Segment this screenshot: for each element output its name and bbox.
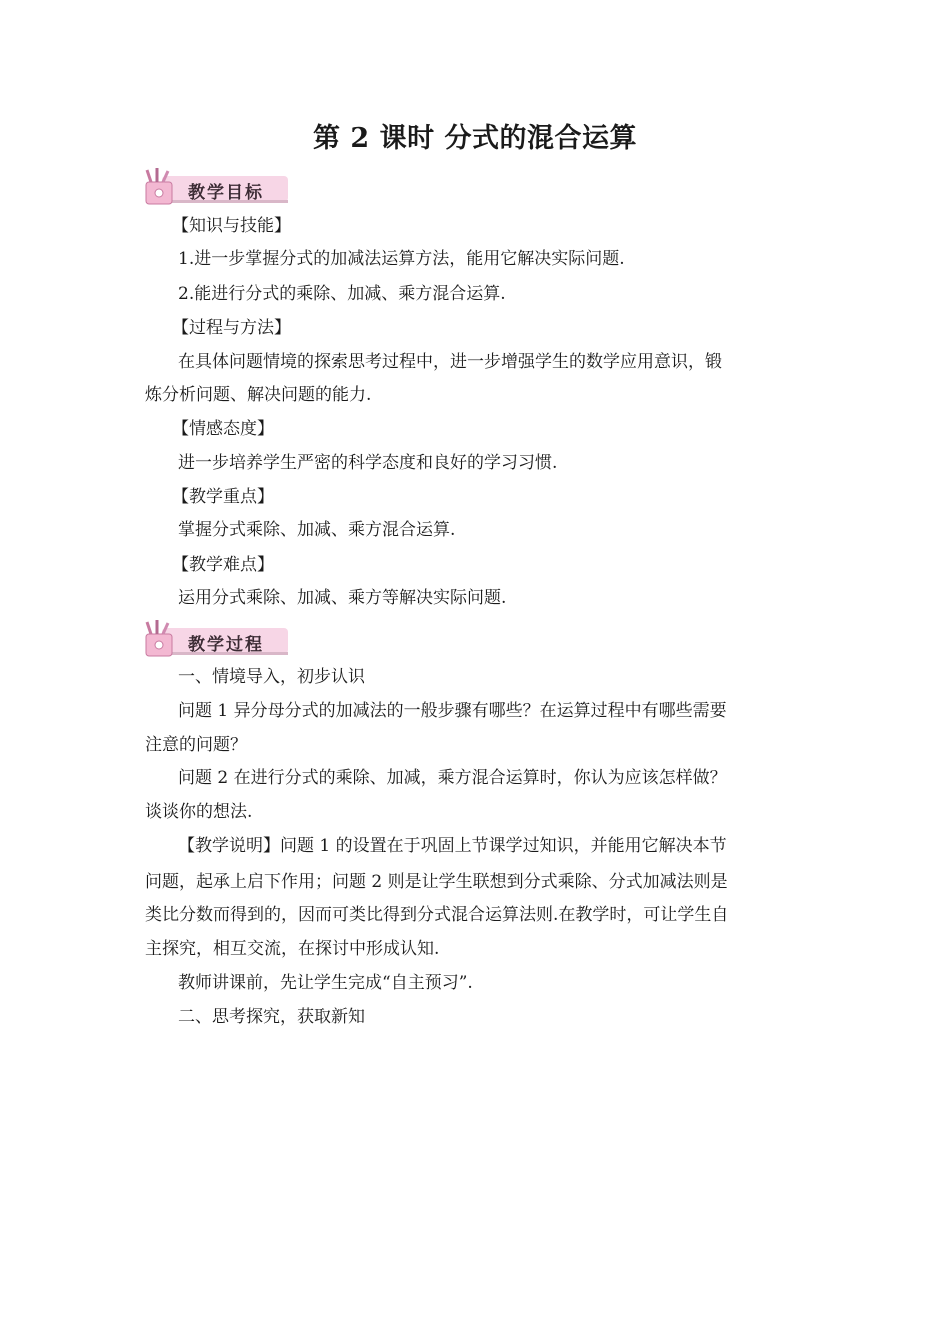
text-line: 1.进一步掌握分式的加减法运算方法，能用它解决实际问题. (178, 249, 625, 269)
heading-knowledge-skills: 【知识与技能】 (172, 216, 291, 236)
text-line: 问题 2 在进行分式的乘除、加减，乘方混合运算时，你认为应该怎样做？ (178, 768, 727, 788)
text-line: 2.能进行分式的乘除、加减、乘方混合运算. (178, 284, 506, 304)
subheading-intro: 一、情境导入，初步认识 (178, 667, 365, 687)
text-line: 运用分式乘除、加减、乘方等解决实际问题. (178, 588, 507, 608)
text-line: 问题，起承上启下作用；问题 2 则是让学生联想到分式乘除、分式加减法则是 (145, 872, 728, 892)
text-line: 【教学说明】问题 1 的设置在于巩固上节课学过知识，并能用它解决本节 (178, 836, 727, 856)
heading-process-method: 【过程与方法】 (172, 318, 291, 338)
section-title-process: 教学过程 (188, 635, 264, 655)
heading-emotion-attitude: 【情感态度】 (172, 419, 274, 439)
text-line: 主探究，相互交流，在探讨中形成认知. (145, 939, 440, 959)
text-line: 类比分数而得到的，因而可类比得到分式混合运算法则.在教学时，可让学生自 (145, 905, 729, 925)
text-line: 问题 1 异分母分式的加减法的一般步骤有哪些？在运算过程中有哪些需要 (178, 701, 727, 721)
text-line: 教师讲课前，先让学生完成“自主预习”. (178, 973, 473, 993)
section-title-goals: 教学目标 (188, 183, 264, 203)
page-title: 第 2 课时 分式的混合运算 (313, 123, 637, 154)
text-line: 在具体问题情境的探索思考过程中，进一步增强学生的数学应用意识，锻 (178, 352, 722, 372)
section-badge-goals (142, 168, 292, 208)
text-line: 注意的问题？ (145, 735, 247, 755)
text-line: 谈谈你的想法. (145, 802, 253, 822)
text-line: 炼分析问题、解决问题的能力. (145, 385, 372, 405)
section-badge-process (142, 620, 292, 660)
text-line: 进一步培养学生严密的科学态度和良好的学习习惯. (178, 453, 558, 473)
heading-teaching-difficulty: 【教学难点】 (172, 555, 274, 575)
subheading-explore: 二、思考探究，获取新知 (178, 1007, 365, 1027)
text-line: 掌握分式乘除、加减、乘方混合运算. (178, 520, 456, 540)
heading-teaching-focus: 【教学重点】 (172, 487, 274, 507)
